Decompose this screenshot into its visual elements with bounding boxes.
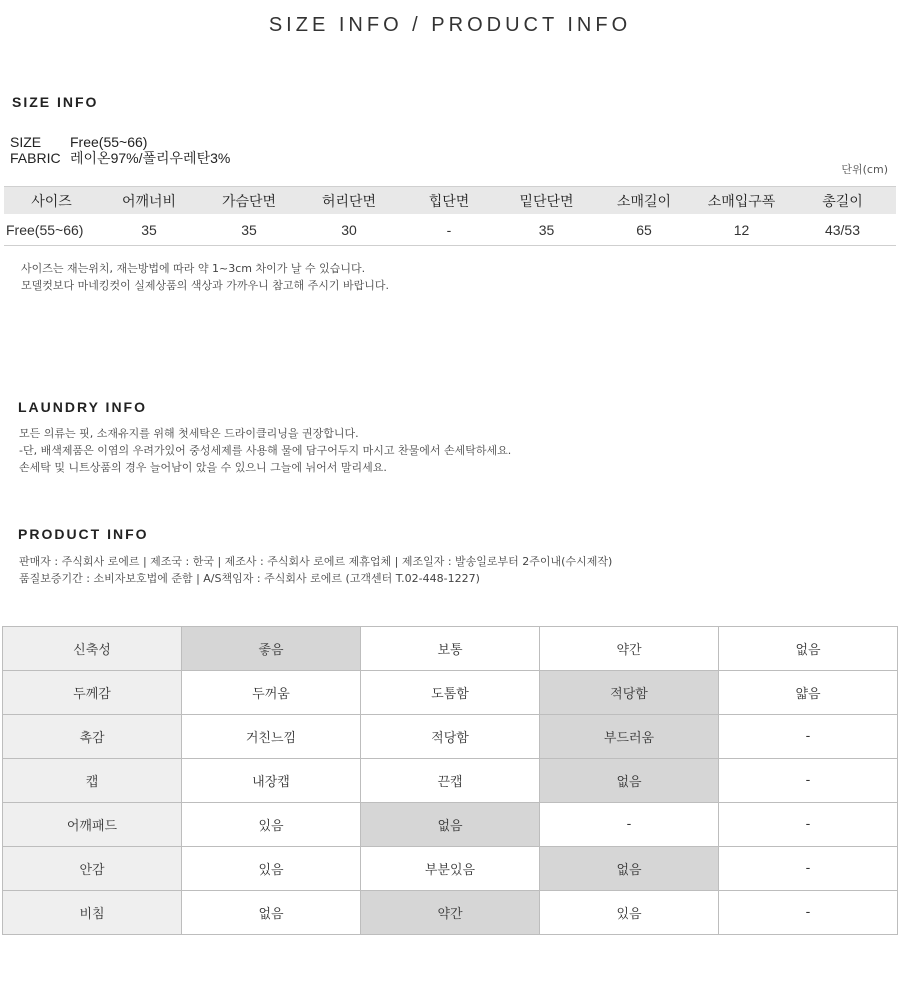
note-line: 모든 의류는 핏, 소재유지를 위해 첫세탁은 드라이클리닝을 권장합니다. (19, 427, 359, 440)
attribute-label: 캡 (3, 759, 182, 803)
size-table-cell: 65 (594, 214, 694, 246)
unit-label: 단위(cm) (841, 163, 888, 176)
size-table-cell: 35 (499, 214, 594, 246)
attribute-label: 비침 (3, 891, 182, 935)
attribute-option: - (719, 715, 898, 759)
attribute-label: 어깨패드 (3, 803, 182, 847)
attribute-option-selected: 없음 (540, 847, 719, 891)
table-row (4, 214, 896, 246)
product-notes (19, 553, 612, 587)
attribute-label: 촉감 (3, 715, 182, 759)
fabric-label: FABRIC (10, 150, 61, 166)
attribute-option: 내장캡 (182, 759, 361, 803)
attribute-option: - (540, 803, 719, 847)
size-info-heading: SIZE INFO (12, 94, 99, 110)
attribute-label: 신축성 (3, 627, 182, 671)
attribute-option: - (719, 803, 898, 847)
size-table-cell: 12 (694, 214, 789, 246)
page-title: SIZE INFO / PRODUCT INFO (268, 14, 632, 36)
attribute-option-selected: 적당함 (540, 671, 719, 715)
attribute-option-selected: 좋음 (182, 627, 361, 671)
size-table-header: 힙단면 (399, 187, 499, 215)
attribute-row (3, 891, 898, 935)
size-label: SIZE (10, 134, 42, 150)
fabric-spec (10, 150, 230, 166)
attribute-option: 보통 (361, 627, 540, 671)
attribute-option-selected: 부드러움 (540, 715, 719, 759)
attribute-option: 얇음 (719, 671, 898, 715)
size-table-header: 가슴단면 (199, 187, 299, 215)
attribute-option: - (719, 847, 898, 891)
attribute-option: 거친느낌 (182, 715, 361, 759)
size-value: Free(55~66) (70, 134, 148, 150)
size-spec (10, 134, 147, 150)
attribute-option: - (719, 891, 898, 935)
note-line: -단, 배색제품은 이염의 우려가있어 중성세제를 사용해 물에 담구어두지 마시고 찬물에서 손세탁하세요. (19, 444, 512, 457)
attribute-table (2, 626, 898, 935)
attribute-option: 두꺼움 (182, 671, 361, 715)
attribute-row (3, 847, 898, 891)
laundry-notes (19, 425, 511, 476)
size-notes (21, 260, 389, 294)
attribute-option-selected: 없음 (361, 803, 540, 847)
size-table-header: 소매입구폭 (694, 187, 789, 215)
attribute-row (3, 671, 898, 715)
attribute-option: 약간 (540, 627, 719, 671)
attribute-row (3, 715, 898, 759)
size-table-header-row (4, 187, 896, 215)
size-table-cell: 43/53 (789, 214, 896, 246)
size-table-cell: - (399, 214, 499, 246)
attribute-option: 도톰함 (361, 671, 540, 715)
attribute-label: 두께감 (3, 671, 182, 715)
attribute-row (3, 627, 898, 671)
attribute-row (3, 803, 898, 847)
size-table-cell: Free(55~66) (4, 214, 99, 246)
note-line: 사이즈는 재는위치, 재는방법에 따라 약 1~3cm 차이가 날 수 있습니다. (21, 262, 366, 275)
attribute-option: 있음 (540, 891, 719, 935)
size-table-header: 어깨너비 (99, 187, 199, 215)
fabric-value: 레이온97%/폴리우레탄3% (70, 150, 231, 166)
attribute-row (3, 759, 898, 803)
attribute-option: 없음 (182, 891, 361, 935)
size-table (4, 186, 896, 246)
size-table-header: 밑단단면 (499, 187, 594, 215)
product-info-heading: PRODUCT INFO (18, 526, 149, 542)
laundry-info-heading: LAUNDRY INFO (18, 399, 147, 415)
size-table-cell: 30 (299, 214, 399, 246)
attribute-option: 있음 (182, 847, 361, 891)
note-line: 손세탁 및 니트상품의 경우 늘어남이 았을 수 있으니 그늘에 뉘어서 말리세요. (19, 461, 387, 474)
size-table-header: 허리단면 (299, 187, 399, 215)
attribute-option: - (719, 759, 898, 803)
size-table-header: 소매길이 (594, 187, 694, 215)
note-line: 모델컷보다 마네킹컷이 실제상품의 색상과 가까우니 참고해 주시기 바랍니다. (21, 279, 390, 292)
attribute-option: 있음 (182, 803, 361, 847)
attribute-option: 없음 (719, 627, 898, 671)
attribute-option: 부분있음 (361, 847, 540, 891)
size-table-cell: 35 (99, 214, 199, 246)
attribute-option: 끈캡 (361, 759, 540, 803)
size-table-header: 총길이 (789, 187, 896, 215)
attribute-label: 안감 (3, 847, 182, 891)
attribute-option-selected: 약간 (361, 891, 540, 935)
note-line: 품질보증기간 : 소비자보호법에 준함 | A/S책임자 : 주식회사 로에르 (고객센터 T.02-448-1227) (19, 572, 480, 585)
note-line: 판매자 : 주식회사 로에르 | 제조국 : 한국 | 제조사 : 주식회사 로에르 제휴업체 | 제조일자 : 발송일로부터 2주이내(수시제작) (19, 555, 613, 568)
size-table-cell: 35 (199, 214, 299, 246)
attribute-option-selected: 없음 (540, 759, 719, 803)
size-table-header: 사이즈 (4, 187, 99, 215)
attribute-option: 적당함 (361, 715, 540, 759)
